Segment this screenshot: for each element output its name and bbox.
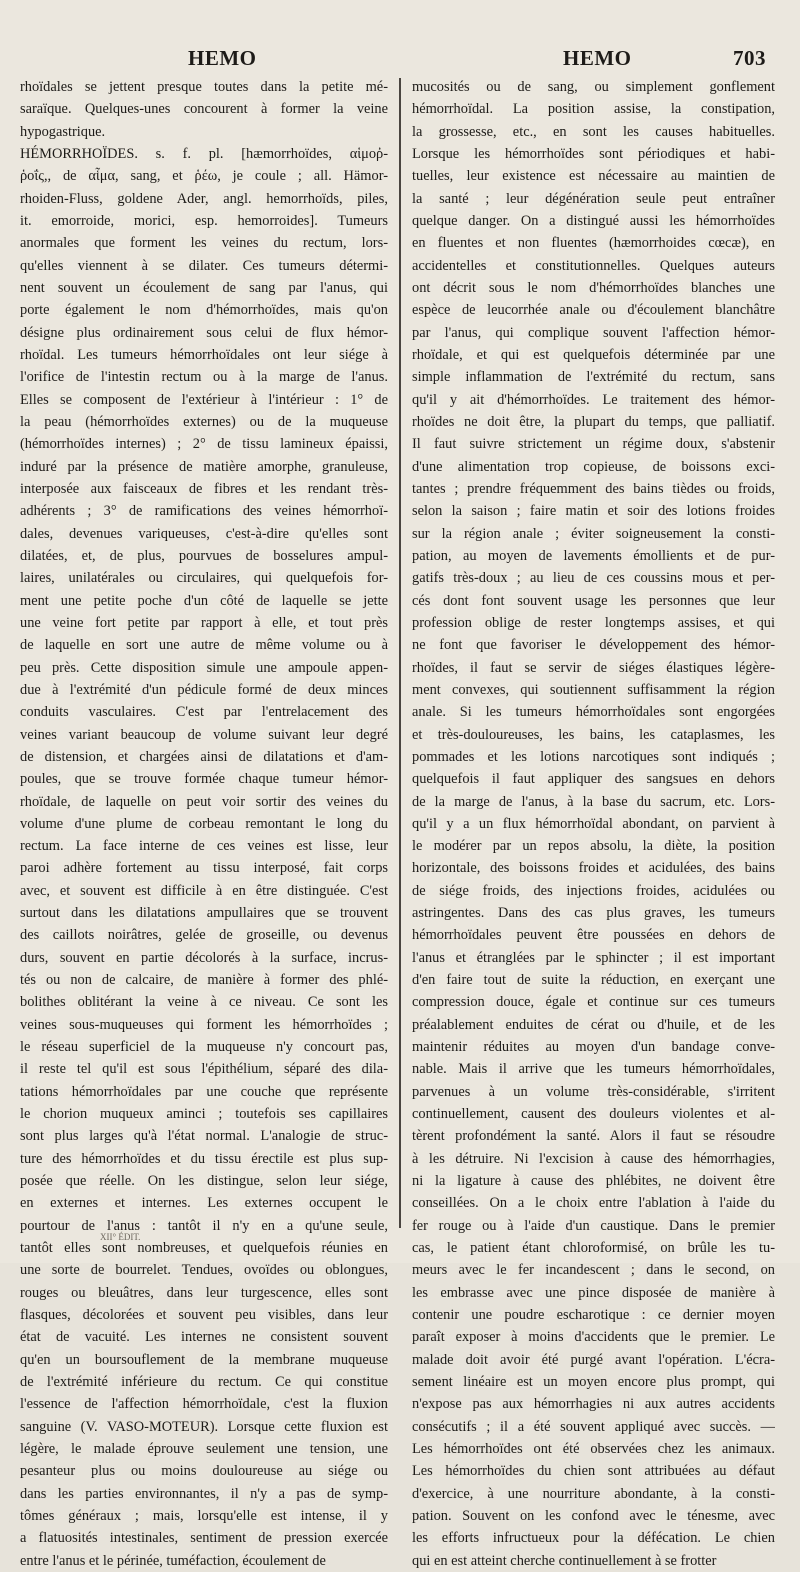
- text-line: surtout dans les dilatations ampullaires que se trouvent: [20, 905, 388, 922]
- text-line: adhérents ; 3° de ramifications des veines hémorrhoï-: [20, 503, 388, 520]
- text-line: nent souvent un écoulement de sang par l'anus, qui: [20, 279, 388, 296]
- text-line: ῥοΐς,, de αἷμα, sang, et ῥέω, je coule ; all. Hämor-: [20, 168, 388, 185]
- text-line: tômes généraux ; mais, lorsqu'elle est intense, il y: [20, 1508, 388, 1524]
- text-line: par l'anus, qui complique souvent l'affection hémor-: [412, 324, 775, 341]
- text-line: parvenues à un volume très-considérable, s'irritent: [412, 1083, 775, 1100]
- text-line: volume d'une plume de corbeau remontant le long du: [20, 815, 388, 832]
- text-line: porte également le nom d'hémorrhoïdes, mais qu'on: [20, 302, 388, 319]
- text-line: avec, et souvent est difficile à en être distinguée. C'est: [20, 882, 388, 899]
- text-line: il reste tel qu'il est sous l'épithélium, séparé des dila-: [20, 1061, 388, 1078]
- text-line: les efforts infructueux pour la défécation. Le chien: [412, 1530, 775, 1547]
- text-line: paroi adhère fortement au tissu interposé, fait corps: [20, 860, 388, 877]
- text-line: tés ou non de calcaire, de manière à former des phlé-: [20, 972, 388, 989]
- text-line: qu'il y ait d'hémorrhoïdes. Le traitement des hémor-: [412, 391, 775, 408]
- text-line: rhoïdes, il faut se servir de siéges élastiques légère-: [412, 659, 775, 676]
- text-line: veines variant beaucoup de volume suivant leur degré: [20, 726, 388, 743]
- text-line: HÉMORRHOÏDES. s. f. pl. [hæmorrhoïdes, αἱμοῤ-: [20, 145, 388, 162]
- text-line: tèrent profondément la santé. Alors il faut se résoudre: [412, 1128, 775, 1145]
- text-line: fer rouge ou à l'aide d'un caustique. Dans le premier: [412, 1217, 775, 1234]
- text-line: rouges ou bleuâtres, dans leur turgescence, elles sont: [20, 1284, 388, 1301]
- text-line: sont plus larges qu'à l'état normal. L'analogie de struc-: [20, 1128, 388, 1145]
- text-line: laires, unilatérales ou circulaires, qui quelquefois for-: [20, 570, 388, 587]
- text-line: légère, le malade éprouve seulement une tension, une: [20, 1441, 388, 1458]
- text-line: continuellement, causent des douleurs violentes et al-: [412, 1106, 775, 1123]
- text-line: qu'en un boursouflement de la membrane muqueuse: [20, 1351, 388, 1368]
- text-line: ture des hémorrhoïdes et du tissu érectile est plus sup-: [20, 1150, 388, 1167]
- text-line: pation. Souvent on les confond avec le ténesme, avec: [412, 1508, 775, 1524]
- text-line: pommades et les lotions narcotiques sont indiqués ;: [412, 748, 775, 765]
- text-line: flasques, décolorées et souvent peu visibles, dans leur: [20, 1307, 388, 1324]
- text-line: ni la ligature à cause des phlébites, ne doivent être: [412, 1173, 775, 1190]
- text-line: dans les parties environnantes, il n'y a pas de symp-: [20, 1485, 388, 1502]
- column-divider: [399, 78, 401, 1228]
- text-line: cas, le patient étant chloroformisé, on brûle les tu-: [412, 1240, 775, 1257]
- text-line: Les hémorrhoïdes ont été observées chez les animaux.: [412, 1441, 775, 1458]
- text-line: due à l'extrémité d'un pédicule formé de deux minces: [20, 681, 388, 698]
- text-line: la grossesse, etc., en sont les causes habituelles.: [412, 123, 775, 140]
- text-line: de la marge de l'anus, à la base du sacrum, etc. Lors-: [412, 793, 775, 810]
- text-line: conduits vasculaires. C'est par l'entrelacement des: [20, 704, 388, 721]
- text-line: selon la saison ; faire matin et soir des lotions froides: [412, 503, 775, 520]
- text-line: rhoïdal. Les tumeurs hémorrhoïdales ont leur siége à: [20, 346, 388, 363]
- text-line: quelque danger. On a distingué aussi les hémorrhoïdes: [412, 212, 775, 229]
- text-line: induré par la présence de matière amorphe, granuleuse,: [20, 458, 388, 475]
- text-line: en externes et internes. Les externes occupent le: [20, 1195, 388, 1212]
- text-line: rectum. La face interne de ces veines est lisse, leur: [20, 838, 388, 855]
- text-line: dilatées, et, de plus, pourvues de bosselures ampul-: [20, 547, 388, 564]
- text-line: de laquelle en sort une autre de même volume ou à: [20, 637, 388, 654]
- text-line: et très-douloureuses, les bains, les cataplasmes, les: [412, 726, 775, 743]
- text-line: (hémorrhoïdes internes) ; 2° de tissu lamineux épaissi,: [20, 436, 388, 453]
- text-line: entre l'anus et le périnée, tuméfaction, écoulement de: [20, 1552, 326, 1569]
- text-line: tations hémorrhoïdales par une couche que représente: [20, 1083, 388, 1100]
- text-line: compression douce, égale et continue sur ces tumeurs: [412, 994, 775, 1011]
- text-line: d'en faire tout de suite la réduction, en exerçant une: [412, 972, 775, 989]
- text-line: horizontale, des boissons froides et acidulées, des bains: [412, 860, 775, 877]
- text-line: espèce de leucorrhée anale ou d'écoulement blanchâtre: [412, 302, 775, 319]
- text-line: peu près. Cette disposition simule une ampoule appen-: [20, 659, 388, 676]
- text-line: hémorrhoïdales peuvent être poussées en dehors de: [412, 927, 775, 944]
- text-line: pourtour de l'anus : tantôt il n'y en a qu'une seule,: [20, 1217, 388, 1234]
- signature-mark: XII° ÉDIT.: [100, 1232, 141, 1242]
- text-line: rhoïdale, de laquelle on peut voir sortir des veines du: [20, 793, 388, 810]
- text-line: d'une alimentation trop copieuse, de boissons exci-: [412, 458, 775, 475]
- text-line: l'anus et étranglées par le sphincter ; il est important: [412, 949, 775, 966]
- text-line: poules, que se trouve formée chaque tumeur hémor-: [20, 771, 388, 788]
- text-line: astringentes. Dans des cas plus graves, les tumeurs: [412, 905, 775, 922]
- text-line: hypogastrique.: [20, 123, 106, 140]
- text-line: paraît exposer à moins d'accidents que le premier. Le: [412, 1329, 775, 1346]
- text-line: bolithes oblitérant la veine à ce niveau. Ce sont les: [20, 994, 388, 1011]
- text-line: désigne plus ordinairement sous celui de flux hémor-: [20, 324, 388, 341]
- text-line: n'expose pas aux hémorrhagies ni aux autres accidents: [412, 1396, 775, 1413]
- text-line: Elles se composent de l'extérieur à l'intérieur : 1° de: [20, 391, 388, 408]
- text-line: l'essence de l'affection hémorrhoïdale, c'est la fluxion: [20, 1396, 388, 1413]
- text-line: meurs avec le fer incandescent ; dans le second, on: [412, 1262, 775, 1279]
- text-line: le réseau superficiel de la muqueuse n'y concourt pas,: [20, 1039, 388, 1056]
- text-line: qui en est atteint cherche continuellement à se frotter: [412, 1552, 717, 1569]
- header-right-word: HEMO: [563, 46, 632, 70]
- text-line: quelquefois il faut appliquer des sangsues en dehors: [412, 771, 775, 788]
- text-line: rhoïdes ne doit être, la plupart du temps, que palliatif.: [412, 413, 775, 430]
- text-line: sement linéaire est un moyen encore plus prompt, qui: [412, 1374, 775, 1391]
- text-line: sur la région anale ; éviter soigneusement la consti-: [412, 525, 775, 542]
- text-line: de distension, et chargées ainsi de dilatations et d'am-: [20, 748, 388, 765]
- text-line: à les détruire. Ni l'excision à cause des hémorrhagies,: [412, 1150, 775, 1167]
- text-line: pesanteur plus ou moins douloureuse au siége ou: [20, 1463, 388, 1480]
- text-line: interposée aux faisceaux de fibres et les rendant très-: [20, 480, 388, 497]
- text-line: ne font que favoriser le développement des hémor-: [412, 637, 775, 654]
- text-line: une veine fort petite par rapport à elle, et tout près: [20, 614, 388, 631]
- text-line: a flatuosités intestinales, sentiment de pression exercée: [20, 1530, 388, 1547]
- text-line: la peau (hémorrhoïdes externes) ou de la muqueuse: [20, 413, 388, 430]
- text-line: consécutifs ; il a été souvent appliqué avec succès. —: [412, 1418, 775, 1435]
- text-line: saraïque. Quelques-unes concourent à former la veine: [20, 101, 388, 118]
- right-text-column: [412, 76, 775, 1572]
- text-line: Il faut suivre strictement un régime doux, s'abstenir: [412, 436, 775, 453]
- text-line: veines sous-muqueuses qui forment les hémorrhoïdes ;: [20, 1016, 388, 1033]
- left-text-column: [20, 76, 388, 1572]
- text-line: l'orifice de l'intestin rectum ou à la marge de l'anus.: [20, 369, 388, 386]
- text-line: profession oblige de rester longtemps assises, et qui: [412, 614, 775, 631]
- text-line: des caillots noirâtres, gelée de groseille, ou devenus: [20, 927, 388, 944]
- text-line: gatifs très-doux ; au lieu de ces coussins mous et per-: [412, 570, 775, 587]
- text-line: de siége froids, des injections froides, acidulées ou: [412, 882, 775, 899]
- text-line: tuelles, leur existence est nécessaire au maintien de: [412, 168, 775, 185]
- text-line: Lorsque les hémorrhoïdes sont périodiques et habi-: [412, 145, 775, 162]
- text-line: rhoiden-Fluss, goldene Ader, angl. hemorrhoïds, piles,: [20, 190, 388, 207]
- text-line: malade doit avoir été purgé avant l'opération. L'écra-: [412, 1351, 775, 1368]
- text-line: simple inflammation de l'extrémité du rectum, sans: [412, 369, 775, 386]
- text-line: mucosités ou de sang, ou simplement gonflement: [412, 79, 775, 95]
- text-line: sanguine (V. VASO-MOTEUR). Lorsque cette fluxion est: [20, 1418, 388, 1435]
- text-line: qu'elles viennent à se dilater. Ces tumeurs détermi-: [20, 257, 388, 274]
- text-line: rhoïdales se jettent presque toutes dans la petite mé-: [20, 79, 388, 95]
- text-line: anormales que forment les veines du rectum, lors-: [20, 235, 388, 252]
- text-line: en fluentes et non fluentes (hæmorrhoides cœcæ), en: [412, 235, 775, 252]
- text-line: le modérer par un repos absolu, la diète, la position: [412, 838, 775, 855]
- text-line: ont décrit sous le nom d'hémorrhoïdes blanches une: [412, 279, 775, 296]
- text-line: d'exercice, à une nourriture abondante, à la consti-: [412, 1485, 775, 1502]
- page-number: 703: [733, 46, 766, 70]
- text-line: accidentelles et constitutionnelles. Quelques auteurs: [412, 257, 775, 274]
- text-line: le chorion muqueux aminci ; toutefois ses capillaires: [20, 1106, 388, 1123]
- text-line: une sorte de bourrelet. Tendues, ovoïdes ou oblongues,: [20, 1262, 388, 1279]
- text-line: it. emorroide, morici, esp. hemorroides]. Tumeurs: [20, 212, 388, 229]
- text-line: pation, au moyen de lavements émollients et de pur-: [412, 547, 775, 564]
- text-line: posée que réelle. On les distingue, selon leur siége,: [20, 1173, 388, 1190]
- text-line: durs, souvent en partie décolorés à la surface, incrus-: [20, 949, 388, 966]
- text-line: dales, devenues variqueuses, c'est-à-dire qu'elles sont: [20, 525, 388, 542]
- text-line: cés dont font souvent usage les personnes que leur: [412, 592, 775, 609]
- text-line: rhoïdale, et qui est quelquefois déterminée par une: [412, 346, 775, 363]
- text-line: tantes ; prendre fréquemment des bains tièdes ou froids,: [412, 480, 775, 497]
- running-header: [0, 46, 800, 76]
- text-line: état de vacuité. Les internes ne consistent souvent: [20, 1329, 388, 1346]
- text-line: nable. Mais il arrive que les tumeurs hémorrhoïdales,: [412, 1061, 775, 1078]
- text-line: Les hémorrhoïdes du chien sont attribuées au défaut: [412, 1463, 775, 1480]
- text-line: de l'extrémité inférieure du rectum. Ce qui constitue: [20, 1374, 388, 1391]
- text-line: hémorrhoïdal. La position assise, la constipation,: [412, 101, 775, 118]
- text-line: les embrasse avec une pince disposée de manière à: [412, 1284, 775, 1301]
- text-line: contenir une poudre escharotique : ce dernier moyen: [412, 1307, 775, 1324]
- text-line: maintenir réduites au moyen d'un bandage conve-: [412, 1039, 775, 1056]
- text-line: anale. Si les tumeurs hémorrhoïdales sont engorgées: [412, 704, 775, 721]
- text-line: préalablement enduites de cérat ou d'huile, et de les: [412, 1016, 775, 1033]
- text-line: la santé ; leur dégénération seule peut entraîner: [412, 190, 775, 207]
- header-left-word: HEMO: [188, 46, 257, 70]
- text-line: ment convexes, qui soutiennent suffisamment la région: [412, 681, 775, 698]
- text-line: qu'il y a un flux hémorrhoïdal abondant, on parvient à: [412, 815, 775, 832]
- text-line: conseillées. On a le choix entre l'ablation à l'aide du: [412, 1195, 775, 1212]
- text-line: ment une petite poche d'un côté de laquelle se jette: [20, 592, 388, 609]
- text-line: tantôt elles sont nombreuses, et quelquefois réunies en: [20, 1240, 388, 1257]
